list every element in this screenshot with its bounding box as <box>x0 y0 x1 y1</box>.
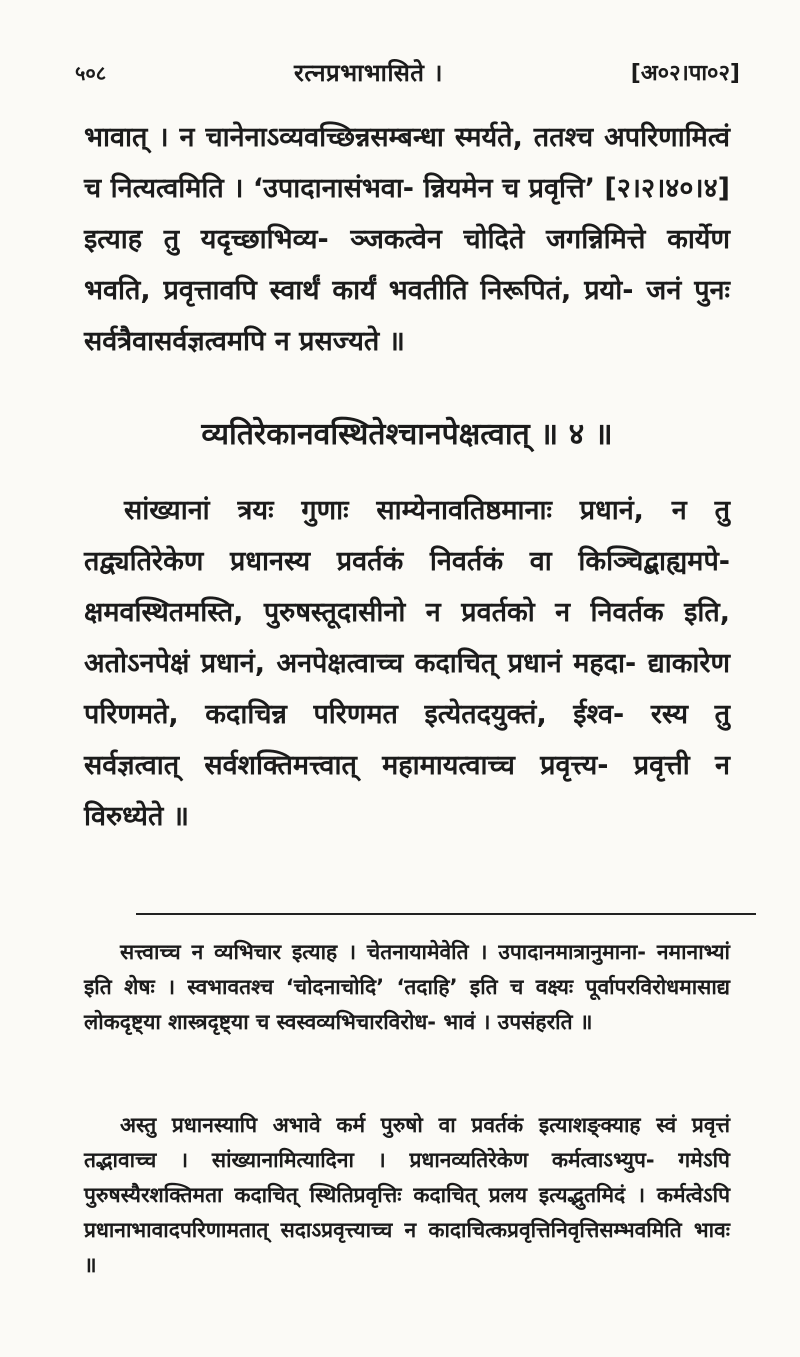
sutra-heading: व्यतिरेकानवस्थितेश्चानपेक्षत्वात् ॥ ४ ॥ <box>201 417 613 452</box>
page-number: ५०८ <box>75 60 107 85</box>
body-paragraph-top: भावात् । न चानेनाऽव्यवच्छिन्नसम्बन्धा स्मर्यते, ततश्च अपरिणामित्वं च नित्यत्वमिति । ‘उपादानासंभवा- न्नियमेन च प्रवृत्ति’ [२।२।४०।४] इत्याह तु यदृच्छाभिव्य- ञ्जकत्वेन चोदिते जगन्निमित्ते कार्येण भवति, प्रवृत्तावपि स्वार्थं कार्यं भवतीति निरूपितं, प्रयो- जनं पुनः सर्वत्रैवासर्वज्ञत्वमपि न प्रसज्यते ॥ <box>84 122 730 357</box>
section-reference: [अ०२।पा०२] <box>630 61 740 86</box>
body-paragraph-main: सांख्यानां त्रयः गुणाः साम्येनावतिष्ठमानाः प्रधानं, न तु तद्व्यतिरेकेण प्रधानस्य प्रवर्तकं निवर्तकं वा किञ्चिद्बाह्यमपे- क्षमवस्थितमस्ति, पुरुषस्तूदासीनो न प्रवर्तको न निवर्तक इति, अतोऽनपेक्षं प्रधानं, अनपेक्षत्वाच्च कदाचित् प्रधानं महदा- द्याकारेण परिणमते, कदाचिन्न परिणमत इत्येतदयुक्तं, ईश्व- रस्य तु सर्वज्ञत्वात् सर्वशक्तिमत्त्वात् महामायत्वाच्च प्रवृत्त्य- प्रवृत्ती न विरुध्येते ॥ <box>84 495 731 832</box>
footnote-divider <box>136 913 756 915</box>
footnote-paragraph-1: सत्त्वाच्च न व्यभिचार इत्याह । चेतनायामेवेति । उपादानमात्रानुमाना- नमानाभ्यां इति शेषः । स्वभावतश्च ‘चोदनाचोदि’ ‘तदाहि’ इति च वक्ष्यः पूर्वापरविरोधमासाद्य लोकदृष्ट्या शास्त्रदृष्ट्या च स्वस्वव्यभिचारविरोध- भावं । उपसंहरति ॥ <box>84 940 730 1034</box>
footnote-paragraph-2: अस्तु प्रधानस्यापि अभावे कर्म पुरुषो वा प्रवर्तकं इत्याशङ्क्याह स्वं प्रवृत्तं तद्भावाच्च । सांख्यानामित्यादिना । प्रधानव्यतिरेकेण कर्मत्वाऽभ्युप- गमेऽपि पुरुषस्यैरशक्तिमता कदाचित् स्थितिप्रवृत्तिः कदाचित् प्रलय इत्यद्भुतमिदं । कर्मत्वेऽपि प्रधानाभावादपरिणामतात् सदाऽप्रवृत्त्याच्च न कादाचित्कप्रवृत्तिनिवृत्तिसम्भवमिति भावः ॥ <box>84 1113 730 1277</box>
running-header <box>75 52 740 92</box>
running-title: रत्नप्रभाभासिते । <box>294 58 443 87</box>
